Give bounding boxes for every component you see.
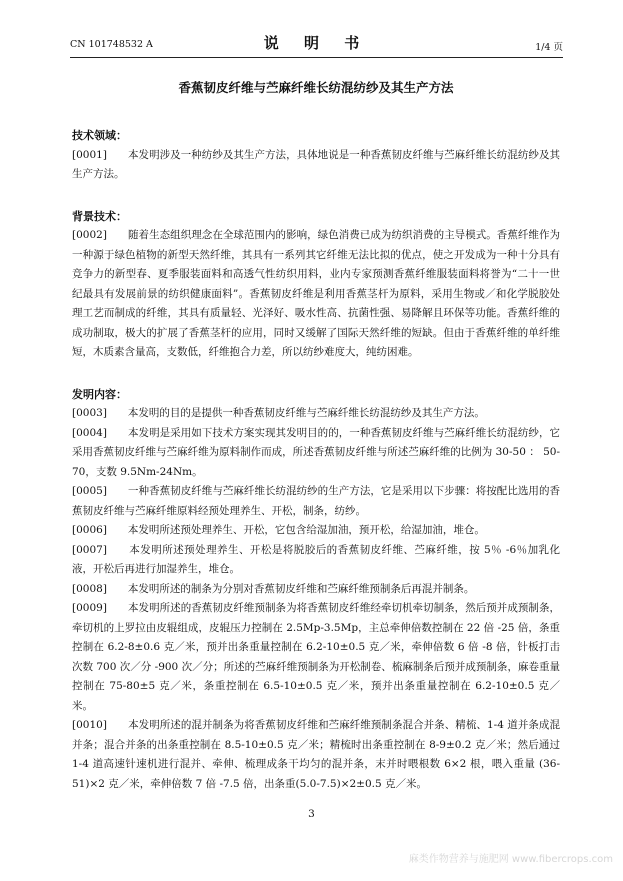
paragraph-0009: [0009] 本发明所述的香蕉韧皮纤维预制条为将香蕉韧皮纤维经牵切机牵切制条，然后预并成预制条，牵切机的上罗拉由皮辊组成，皮辊压力控制在 2.5Mp-3.5Mp，主总牵伸倍数控制在 22 倍 -25 倍，条重控制在 6.2-8±0.6 克／米，预并出条重量控制在 6.2-10±0.5 克／米，牵伸倍数 6 倍 -8 倍，针板打击次数 700 次／分 -900 次／分；所述的苎麻纤维预制条为开松制卷、梳麻制条后预并成预制条，麻卷重量控制在 75-80±5 克／米，条重控制在 6.5-10±0.5 克／米，预并出条重量控制在 6.2-10±0.5 克／米。 [72, 602, 560, 712]
paragraph-0005: [0005] 一种香蕉韧皮纤维与苎麻纤维长纺混纺纱的生产方法，它是采用以下步骤：将按配比选用的香蕉韧皮纤维与苎麻纤维原料经预处理养生、开松，制条，纺纱。 [72, 485, 560, 517]
section-heading-tech-field: 技术领域： [72, 129, 127, 142]
paragraph-0010: [0010] 本发明所述的混并制条为将香蕉韧皮纤维和苎麻纤维预制条混合并条、精梳、1-4 道并条成混并条；混合并条的出条重控制在 8.5-10±0.5 克／米；精梳时出条重控制在 8-9±0.2 克／米；然后通过 1-4 道高速针速机进行混并、牵伸、梳理成条干均匀的混并条，末并时喂根数 6×2 根，喂入重量 (36-51)×2 克／米，牵伸倍数 7 倍 -7.5 倍，出条重(5.0-7.5)×2±0.5 克／米。 [72, 719, 560, 790]
paragraph-0003: [0003] 本发明的目的是提供一种香蕉韧皮纤维与苎麻纤维长纺混纺纱及其生产方法。 [72, 407, 485, 419]
paragraph-0001: [0001] 本发明涉及一种纺纱及其生产方法，具体地说是一种香蕉韧皮纤维与苎麻纤维长纺混纺纱及其生产方法。 [72, 148, 560, 180]
paragraph-0008: [0008] 本发明所述的制条为分别对香蕉韧皮纤维和苎麻纤维预制条后再混并制条。 [72, 582, 475, 595]
paragraph-0006: [0006] 本发明所述预处理养生、开松，它包含给湿加油，预开松，给湿加油，堆仓。 [72, 524, 485, 536]
watermark: 麻类作物营养与施肥网 www.fibercrops.com [408, 854, 613, 865]
section-heading-invention: 发明内容： [72, 387, 127, 401]
page-indicator: 1/4 页 [535, 42, 563, 53]
section-heading-background: 背景技术： [72, 209, 127, 223]
page-header [70, 26, 563, 56]
paragraph-0004: [0004] 本发明是采用如下技术方案实现其发明目的的，一种香蕉韧皮纤维与苎麻纤维长纺混纺纱，它采用香蕉韧皮纤维与苎麻纤维为原料制作而成，所述香蕉韧皮纤维与所述苎麻纤维的比例为 30-50 ： 50-70，支数 9.5Nm-24Nm。 [72, 426, 560, 478]
page-number: 3 [308, 808, 315, 820]
paragraph-0002: [0002] 随着生态组织理念在全球范围内的影响，绿色消费已成为纺织消费的主导模式。香蕉纤维作为一种源于绿色植物的新型天然纤维，其具有一系列其它纤维无法比拟的优点，使之开发成为一种十分具有竞争力的新型春、夏季服装面料和高透气性纺织用料，业内专家预测香蕉纤维服装面料将誉为“二十一世纪最具有发展前景的纺织健康面料”。香蕉韧皮纤维是利用香蕉茎杆为原料，采用生物或／和化学脱胶处理工艺而制成的纤维，其具有质量轻、光泽好、吸水性高、抗菌性强、易降解且环保等功能。香蕉纤维的成功制取，极大的扩展了香蕉茎杆的应用，同时又缓解了国际天然纤维的短缺。但由于香蕉纤维的单纤维短，木质素含量高，支数低，纤维抱合力差，所以纺纱难度大，纯纺困难。 [72, 229, 560, 358]
document-body [72, 72, 560, 794]
paragraph-0007: [0007] 本发明所述预处理养生、开松是将脱胶后的香蕉韧皮纤维、苎麻纤维，按 5％ -6％加乳化液，开松后再进行加湿养生，堆仓。 [72, 543, 560, 575]
header-rule [70, 57, 563, 58]
document-title: 香蕉韧皮纤维与苎麻纤维长纺混纺纱及其生产方法 [178, 80, 454, 95]
patent-number: CN 101748532 A [70, 39, 153, 50]
document-type-title: 说 明 书 [263, 34, 370, 52]
